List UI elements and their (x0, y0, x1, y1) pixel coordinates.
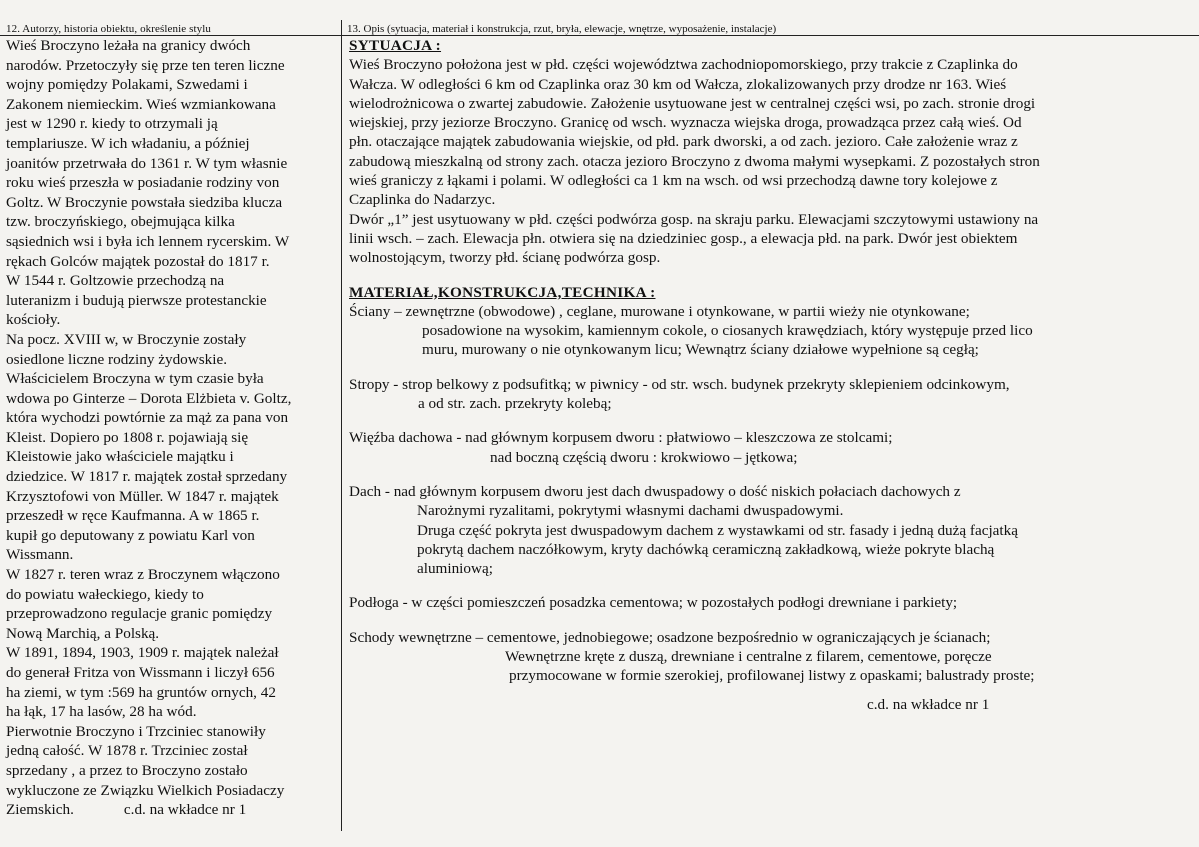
history-line-text: Ziemskich. (6, 801, 74, 819)
history-line (6, 800, 338, 820)
history-line: Wieś Broczyno leżała na granicy dwóch (6, 37, 251, 54)
left-column-header: 12. Autorzy, historia obiektu, określenie stylu (6, 23, 212, 35)
history-line: Na pocz. XVIII w, w Broczynie zostały (6, 330, 247, 348)
sytuacja-line: Dwór „1” jest usytuowany w płd. części podwórza gosp. na skraju parku. Elewacjami szczytowymi ustawiony na (349, 210, 1039, 228)
sytuacja-line: zabudową mieszkalną od strony zach. otacza jezioro Broczyno z dwoma małymi wysepkami. Z pozostałych stron (349, 152, 1040, 170)
history-line: tzw. broczyńskiego, obejmująca kilka (6, 213, 235, 231)
history-line: W 1544 r. Goltzowie przechodzą na (6, 272, 225, 290)
history-line: rękach Golców majątek pozostał do 1817 r. (6, 252, 270, 270)
sytuacja-text (349, 55, 1189, 267)
column-divider (341, 20, 342, 831)
stropy-line: Stropy - strop belkowy z podsufitką; w piwnicy - od str. wsch. budynek przekryty sklepieniem odcinkowym, (349, 375, 1010, 393)
history-line: wykluczone ze Związku Wielkich Posiadaczy (6, 781, 285, 799)
history-line: narodów. Przetoczyły się prze ten teren liczne (6, 56, 285, 74)
sciany-line: posadowione na wysokim, kamiennym cokole, o ciosanych krawędziach, który występuje przed lico (422, 322, 1033, 340)
sytuacja-line: wolnostojącym, tworzy płd. ścianę podwórza gosp. (349, 249, 661, 267)
right-column-header: 13. Opis (sytuacja, materiał i konstrukcja, rzut, bryła, elewacje, wnętrze, wyposażenie, instalacje) (347, 23, 777, 35)
history-line: sprzedany , a przez to Broczyno zostało (6, 761, 248, 779)
wiezba-line: nad boczną częścią dworu : krokwiowo – jętkowa; (490, 448, 798, 466)
sytuacja-line: wiejskiej, przy jeziorze Broczyno. Granicę od wsch. wyznacza wiejska droga, prowadząca przez całą wieś. Od (349, 114, 1022, 132)
history-line: kupił go deputowany z powiatu Karl von (6, 526, 255, 544)
history-line: Kleistowie jako właściciele majątku i (6, 448, 234, 466)
dach-line: Narożnymi ryzalitami, pokrytymi własnymi dachami dwuspadowymi. (417, 502, 844, 520)
schody-line: Wewnętrzne kręte z duszą, drewniane i centralne z filarem, cementowe, poręcze (505, 648, 992, 666)
dach-section (349, 482, 1189, 578)
sytuacja-line: wieś graniczy z łąkami i polami. W odległości ca 1 km na wsch. od wsi przechodzą dawne tory kolejowe z (349, 172, 998, 190)
dach-line: pokrytą dachem naczółkowym, kryty dachówką ceramiczną zakładkową, wieże pokryte blachą (417, 540, 995, 558)
history-line: wojny pomiędzy Polakami, Szwedami i (6, 76, 248, 94)
history-line: która wychodzi powtórnie za mąż za pana von (6, 409, 289, 427)
sytuacja-line: płn. otaczające majątek zabudowania wiejskie, od płd. park dworski, a od zach. jezioro. Całe założenie wraz z (349, 133, 1018, 151)
history-column (6, 36, 338, 820)
history-line: W 1891, 1894, 1903, 1909 r. majątek należał (6, 644, 279, 662)
stropy-line: a od str. zach. przekryty kolebą; (418, 395, 612, 413)
sciany-line: muru, murowany o nie otynkowanym licu; Wewnątrz ściany działowe wypełnione są cegłą; (422, 341, 979, 359)
material-heading: MATERIAŁ,KONSTRUKCJA,TECHNIKA : (349, 283, 656, 301)
schody-line: Schody wewnętrzne – cementowe, jednobiegowe; osadzone bezpośrednio w ograniczających je ścianach; (349, 628, 991, 646)
history-line: Właścicielem Broczyna w tym czasie była (6, 370, 264, 388)
history-line: kościoły. (6, 311, 61, 329)
history-line: osiedlone liczne rodziny żydowskie. (6, 350, 227, 368)
history-line: ha łąk, 17 ha lasów, 28 ha wód. (6, 703, 197, 721)
description-column (349, 36, 1189, 714)
stropy-section (349, 375, 1189, 414)
history-line: Kleist. Dopiero po 1808 r. pojawiają się (6, 428, 249, 446)
history-line: roku wieś przeszła w posiadanie rodziny von (6, 174, 280, 192)
continued-note: c.d. na wkładce nr 1 (123, 801, 247, 819)
continued-note: c.d. na wkładce nr 1 (867, 695, 990, 713)
history-line: przeprowadzono regulacje granic pomiędzy (6, 605, 273, 623)
history-line: Goltz. W Broczynie powstała siedziba klucza (6, 193, 283, 211)
wiezba-line: Więźba dachowa - nad głównym korpusem dworu : płatwiowo – kleszczowa ze stolcami; (349, 429, 893, 447)
history-line: Nową Marchią, a Polską. (6, 624, 160, 642)
history-line: jedną całość. W 1878 r. Trzciniec został (6, 742, 248, 760)
history-line: przeszedł w ręce Kaufmanna. A w 1865 r. (6, 507, 260, 525)
dach-line: Druga część pokryta jest dwuspadowym dachem z wystawkami od str. fasady i jedną dużą facjatką (417, 521, 1018, 539)
history-line: joanitów przetrwała do 1361 r. W tym własnie (6, 154, 288, 172)
schody-line: przymocowane w formie szerokiej, profilowanej listwy z opaskami; balustrady proste; (509, 667, 1035, 685)
podloga-line: Podłoga - w części pomieszczeń posadzka cementowa; w pozostałych podłogi drewniane i parkiety; (349, 594, 958, 612)
wiezba-section (349, 428, 1189, 467)
sytuacja-line: wielodrożnicowa o zwartej zabudowie. Założenie usytuowane jest w centralnej części wsi, po zach. stronie drogi (349, 94, 1036, 112)
sytuacja-line: Czaplinka do Nadarzyc. (349, 191, 496, 209)
dach-line: aluminiową; (417, 560, 493, 578)
history-line: templariusze. W ich władaniu, a później (6, 134, 250, 152)
history-line: Wissmann. (6, 546, 74, 564)
sytuacja-line: linii wsch. – zach. Elewacja płn. otwiera się na dziedziniec gosp., a elewacja płd. na park. Dwór jest obiektem (349, 229, 1018, 247)
sciany-section (349, 302, 1189, 360)
history-line: ha ziemi, w tym :569 ha gruntów ornych, 42 (6, 683, 276, 701)
history-line: wdowa po Ginterze – Dorota Elżbieta v. Goltz, (6, 389, 292, 407)
history-line: dziedzice. W 1817 r. majątek został sprzedany (6, 468, 288, 486)
history-line: Krzysztofowi von Müller. W 1847 r. majątek (6, 487, 279, 505)
history-line: Pierwotnie Broczyno i Trzciniec stanowiły (6, 722, 266, 740)
history-line: luteranizm i budują pierwsze protestanckie (6, 291, 267, 309)
history-line: do powiatu wałeckiego, kiedy to (6, 585, 204, 603)
history-line: jest w 1290 r. kiedy to otrzymali ją (6, 115, 218, 133)
history-line: do generał Fritza von Wissmann i liczył 656 (6, 664, 275, 681)
sytuacja-heading: SYTUACJA : (349, 37, 442, 54)
schody-section (349, 628, 1189, 686)
history-line: W 1827 r. teren wraz z Broczynem włączono (6, 566, 280, 584)
history-line: Zakonem niemieckim. Wieś wzmiankowana (6, 95, 276, 113)
dach-line: Dach - nad głównym korpusem dworu jest dach dwuspadowy o dość niskich połaciach dachowych z (349, 482, 961, 500)
sytuacja-line: Wieś Broczyno położona jest w płd. części województwa zachodniopomorskiego, przy trakcie z Czaplinka do (349, 56, 1018, 74)
sytuacja-line: Wałcza. W odległości 6 km od Czaplinka oraz 30 km od Wałcza, zlokalizowanych przy drodze nr 163. Wieś (349, 75, 1007, 93)
history-line: sąsiednich wsi i była ich lennem rycerskim. W (6, 232, 290, 250)
sciany-line: Ściany – zewnętrzne (obwodowe) , ceglane, murowane i otynkowane, w partii wieży nie otynkowane; (349, 302, 970, 320)
